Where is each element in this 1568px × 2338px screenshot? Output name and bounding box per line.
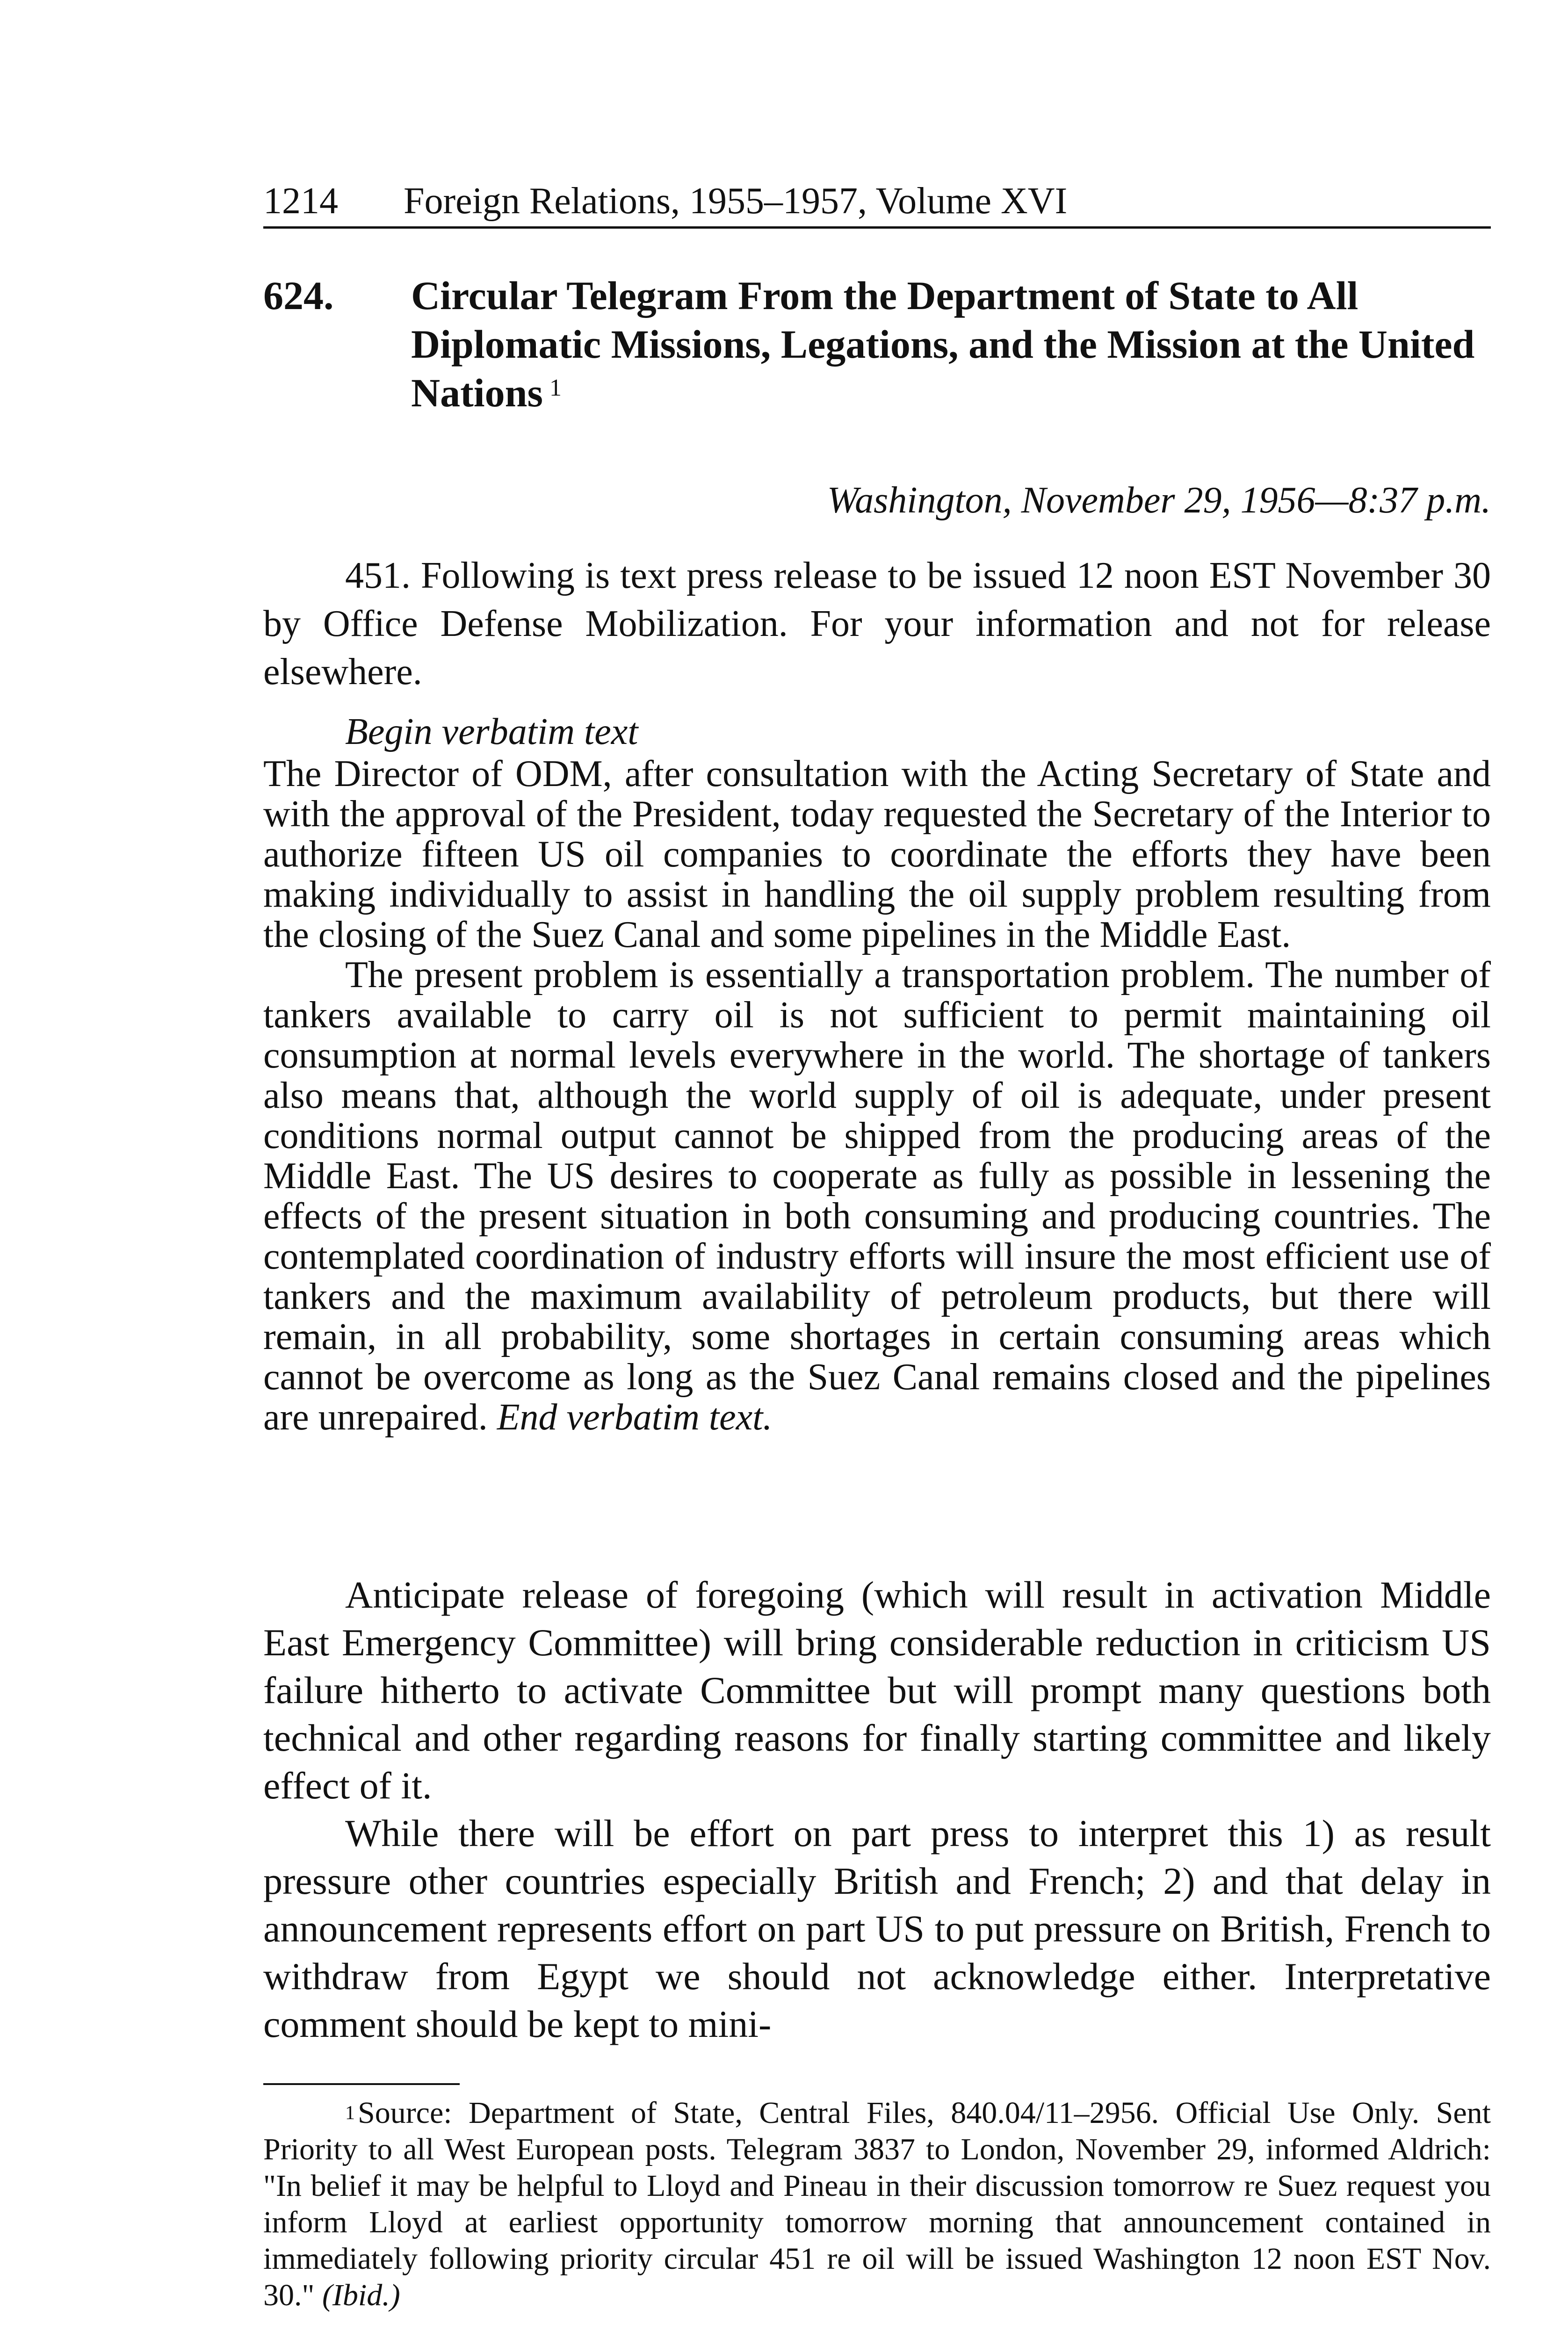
document-number: 624.: [263, 273, 334, 318]
document-title: [411, 271, 1487, 417]
footnote-divider: [263, 2083, 460, 2085]
paragraph-intro: 451. Following is text press release to be issued 12 noon EST November 30 by Office Defense Mobilization. For your information and not for release elsewhere.: [263, 555, 1491, 693]
begin-verbatim-label: Begin verbatim text: [345, 711, 638, 752]
paragraph-anticipate: Anticipate release of foregoing (which will result in activation Middle East Emergency Committee) will bring considerable reduction in criticism US failure hitherto to activate Committee but will prompt many questions both technical and other regarding reasons for finally starting committee and likely effect of it.: [263, 1573, 1491, 1807]
running-head: [263, 179, 1491, 229]
footnote-ibid: (Ibid.): [322, 2278, 400, 2312]
footnote: [263, 2095, 1491, 2314]
verbatim-paragraph: [263, 955, 1491, 1437]
document-title-text: Circular Telegram From the Department of State to All Diplomatic Missions, Legations, and the Mission at the United Nations: [411, 273, 1475, 415]
footnote-text: Source: Department of State, Central Files, 840.04/11–2956. Official Use Only. Sent Priority to all West European posts. Telegram 3837 to London, November 29, informed Aldrich: "In belief it may be helpful to Lloyd and Pineau in their discussion tomorrow re Suez request you inform Lloyd at earliest opportunity tomorrow morning that announcement contained in immediately following priority circular 451 re oil will be issued Washington 12 noon EST Nov. 30.": [263, 2096, 1491, 2312]
end-verbatim-label: End verbatim text.: [497, 1397, 773, 1438]
volume-title: Foreign Relations, 1955–1957, Volume XVI: [404, 180, 1068, 222]
footnote-marker: 1: [345, 2102, 355, 2124]
verbatim-paragraph: The Director of ODM, after consultation with the Acting Secretary of State and with the approval of the President, today requested the Secretary of the Interior to authorize fifteen US oil companies to coordinate the efforts they have been making individually to assist in handling the oil supply problem resulting from the closing of the Suez Canal and some pipelines in the Middle East.: [263, 753, 1491, 955]
dateline: Washington, November 29, 1956—8:37 p.m.: [827, 480, 1491, 521]
verbatim-text: [263, 754, 1491, 1437]
verbatim-paragraph-text: The present problem is essentially a transportation problem. The number of tankers available to carry oil is not sufficient to permit maintaining oil consumption at normal levels everywhere in the world. The shortage of tankers also means that, although the world supply of oil is adequate, under present conditions normal output cannot be shipped from the producing areas of the Middle East. The US desires to cooperate as fully as possible in lessening the effects of the present situation in both consuming and producing countries. The contemplated coordination of industry efforts will insure the most efficient use of tankers and the maximum availability of petroleum products, but there will remain, in all probability, some shortages in certain consuming areas which cannot be overcome as long as the Suez Canal remains closed and the pipelines are unrepaired.: [263, 954, 1491, 1438]
page-number: 1214: [263, 180, 338, 222]
paragraph-interpret: While there will be effort on part press to interpret this 1) as result pressure other countries especially British and French; 2) and that delay in announcement represents effort on part US to put pressure on British, French to withdraw from Egypt we should not acknowledge either. Interpretative comment should be kept to mini-: [263, 1812, 1491, 2045]
footnote-ref: 1: [549, 375, 562, 401]
